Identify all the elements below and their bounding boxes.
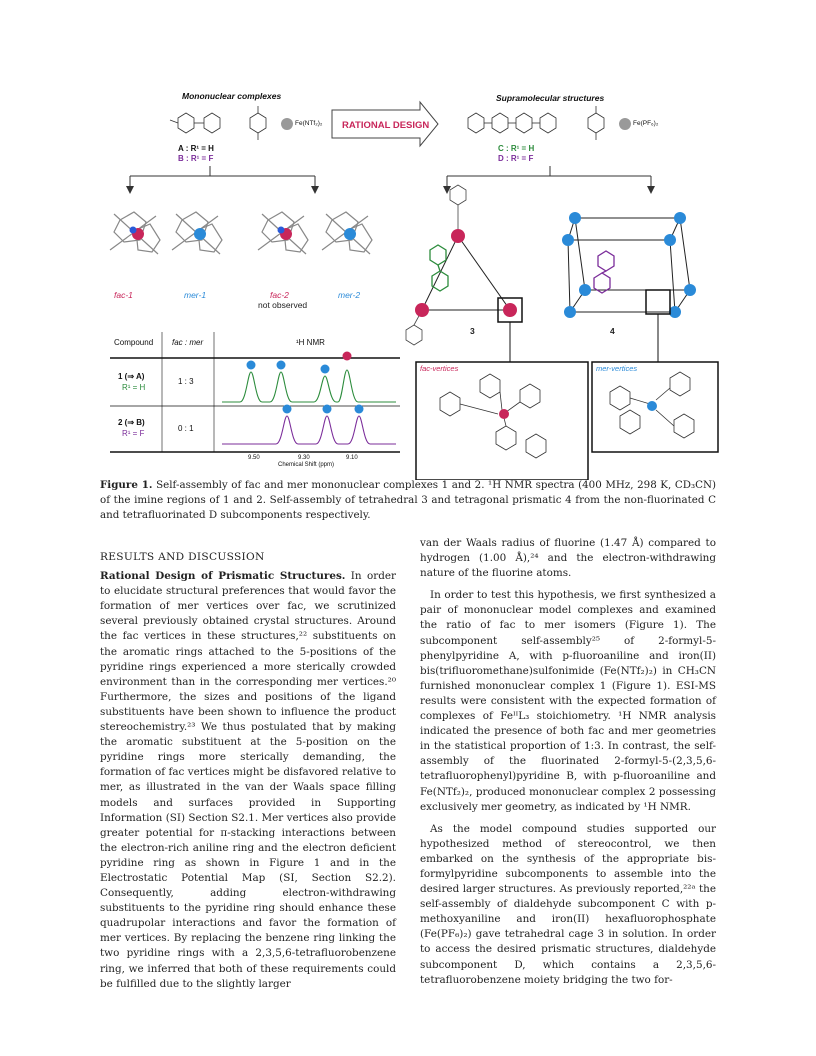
paragraph-text: In order to elucidate structural preferences that would favor the formation of mer vertices over fac, we scrutinized several previously obtained crystal structures. Around the fac vertices in these structures,²² substituents on the aromatic rings attached to the 5-positions of the pyridine rings experienced a more sterically crowded environment than in the corresponding mer vertices.²⁰ Furthermore, the sizes and positions of the ligand substituents have been shown to influence the product stereochemistry.²³ We thus postulated that by making the aromatic substituent at the 5-position on the pyridine rings more sterically demanding, the formation of fac vertices might be disfavored relative to mer, as illustrated in the van der Waals space filling models and surfaces provided in Supporting Information (SI) Section S2.1. Mer vertices also provide greater potential for π-stacking interactions between the electron-rich aniline ring and the electron deficient pyridine ring as shown in Figure 1 and in the Electrostatic Potential Map (SI, Section S2.2). Consequently, adding electron-withdrawing substituents to the pyridine ring should enhance these quadrupolar interactions and favor the formation of mer vertices. By replacing the benzene ring linking the two pyridine rings with a 2,3,5,6-tetrafluorobenzene ring, we inferred that both of these requirements could be fulfilled due to the slightly larger — [100, 570, 396, 990]
ligand-a-structure — [170, 106, 266, 140]
fe-ntf2-label: Fe(NTf₂)₂ — [295, 120, 323, 127]
ppm-axis-label: Chemical Shift (ppm) — [278, 462, 335, 468]
complex-fac-1 — [110, 212, 160, 254]
peak-marker-mer — [355, 405, 364, 414]
fe-left-icon — [281, 118, 293, 130]
left-column — [100, 540, 396, 999]
peak-marker-mer — [323, 405, 332, 414]
table-header-compound: Compound — [114, 338, 154, 347]
row1-ratio: 1 : 3 — [178, 377, 194, 386]
nmr-spectrum-2 — [222, 416, 396, 444]
peak-marker-fac — [343, 352, 352, 361]
label-mer-vertices: mer-vertices — [596, 364, 638, 373]
arrow-head — [311, 186, 319, 194]
fac-vertex-box — [416, 362, 588, 480]
figure-1 — [100, 80, 720, 480]
label-fac-1: fac-1 — [114, 290, 133, 300]
subcomponent-b-label: B : R¹ = F — [178, 154, 214, 163]
row1-substituent: R¹ = H — [122, 383, 146, 392]
row2-compound: 2 (⇒ B) — [118, 418, 145, 427]
rational-design-label: RATIONAL DESIGN — [342, 120, 430, 131]
paragraph — [100, 569, 396, 992]
ppm-tick-1: 9.50 — [248, 455, 260, 461]
section-heading: RESULTS AND DISCUSSION — [100, 551, 265, 563]
peak-marker-mer — [283, 405, 292, 414]
paragraph: van der Waals radius of fluorine (1.47 Å) compared to hydrogen (1.00 Å),²⁴ and the electron-withdrawing nature of the fluorine atoms. — [420, 537, 716, 580]
table-header-ratio: fac : mer — [172, 338, 204, 347]
arrow-head — [647, 186, 655, 194]
label-cage-3: 3 — [470, 326, 475, 336]
label-not-observed: not observed — [258, 300, 308, 310]
peak-marker-mer — [277, 361, 286, 370]
label-fac-vertices: fac-vertices — [420, 364, 459, 373]
complex-mer-2 — [322, 212, 372, 254]
ligand-c-structure — [468, 106, 604, 140]
right-branch-arrows — [447, 166, 651, 188]
label-mer-2: mer-2 — [338, 290, 361, 300]
label-mer-1: mer-1 — [184, 290, 207, 300]
arrow-head — [126, 186, 134, 194]
paragraph: As the model compound studies supported our hypothesized method of stereocontrol, we then embarked on the synthesis of the appropriate bis-formylpyridine subcomponents to assemble into the desired larger structures. As previously reported,²²ᵃ the self-assembly of dialdehyde subcomponent C with p-methoxyaniline and iron(II) hexafluorophosphate (Fe(PF₆)₂) gave tetrahedral cage 3 in solution. In order to access the desired prismatic structures, dialdehyde subcomponent D, which contains a 2,3,5,6-tetrafluorobenzene moiety bridging the two for- — [420, 822, 716, 986]
paragraph-lead: Rational Design of Prismatic Structures. — [100, 570, 346, 583]
table-header-nmr: ¹H NMR — [296, 338, 325, 347]
ppm-tick-2: 9.30 — [298, 455, 310, 461]
paragraph: In order to test this hypothesis, we first synthesized a pair of mononuclear model complexes and examined the ratio of fac to mer isomers (Figure 1). The subcomponent self-assembly²⁵ of 2-formyl-5-phenylpyridine A, with p-fluoroaniline and iron(II) bis(trifluoromethane)sulfonimide (Fe(NTf₂)₂) in CH₃CN furnished mononuclear complex 1 (Figure 1). ESI-MS results were consistent with the expected formation of complexes of FeᴵᴵL₃ stoichiometry. ¹H NMR analysis indicated the presence of both fac and mer geometries in the statistical proportion of 1:3. In contrast, the self-assembly of the fluorinated 2-formyl-5-(2,3,5,6-tetrafluorophenyl)pyridine B, with p-fluoroaniline and Fe(NTf₂)₂, produced mononuclear complex 2 possessing exclusively mer geometry, as indicated by ¹H NMR. — [420, 589, 716, 813]
peak-marker-mer — [321, 365, 330, 374]
figure-caption — [100, 478, 716, 523]
cage-4-prism — [562, 212, 696, 362]
figure-artwork — [100, 80, 720, 480]
ppm-tick-3: 9.10 — [346, 455, 358, 461]
complex-fac-2 — [258, 212, 308, 254]
row1-compound: 1 (⇒ A) — [118, 372, 145, 381]
fe-pf6-label: Fe(PF₆)₂ — [633, 120, 659, 127]
fe-right-icon — [619, 118, 631, 130]
peak-marker-mer — [247, 361, 256, 370]
caption-label: Figure 1. — [100, 479, 153, 491]
header-mononuclear: Mononuclear complexes — [182, 91, 282, 101]
label-fac-2: fac-2 — [270, 290, 289, 300]
nmr-table-lines — [110, 332, 400, 452]
subcomponent-d-label: D : R¹ = F — [498, 154, 534, 163]
label-cage-4: 4 — [610, 326, 615, 336]
subcomponent-a-label: A : R¹ = H — [178, 144, 214, 153]
row2-substituent: R¹ = F — [122, 429, 145, 438]
header-supramolecular: Supramolecular structures — [496, 93, 605, 103]
subcomponent-c-label: C : R¹ = H — [498, 144, 535, 153]
row2-ratio: 0 : 1 — [178, 424, 194, 433]
right-column — [420, 536, 716, 995]
complex-mer-1 — [172, 212, 222, 254]
caption-text: Self-assembly of fac and mer mononuclear complexes 1 and 2. ¹H NMR spectra (400 MHz, 298 K, CD₃CN) of the imine regions of 1 and 2. Self-assembly of tetrahedral 3 and tetragonal prismatic 4 from the non-fluorinated C and tetrafluorinated D subcomponents respectively. — [100, 479, 716, 521]
nmr-spectrum-1 — [222, 370, 396, 402]
left-branch-arrows — [130, 166, 315, 188]
cage-3-tetrahedron — [406, 185, 522, 362]
